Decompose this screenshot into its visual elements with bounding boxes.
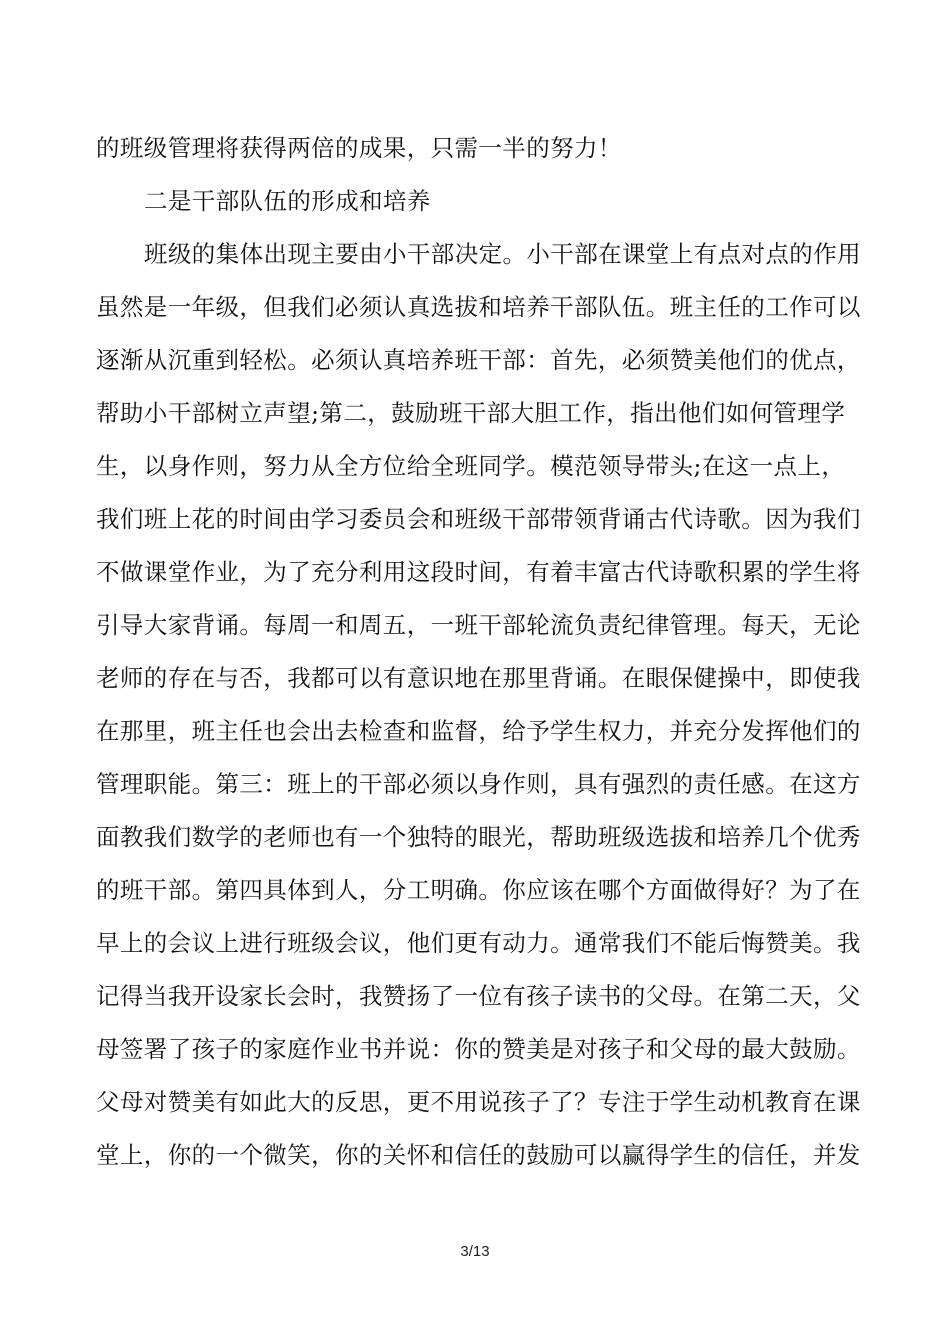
text-line: 的班干部。第四具体到人，分工明确。你应该在哪个方面做得好？为了在 <box>96 876 861 904</box>
text-line: 父母对赞美有如此大的反思，更不用说孩子了？专注于学生动机教育在课 <box>96 1088 861 1116</box>
text-line: 管理职能。第三：班上的干部必须以身作则，具有强烈的责任感。在这方 <box>96 770 861 798</box>
text-line: 虽然是一年级，但我们必须认真选拔和培养干部队伍。班主任的工作可以 <box>96 293 861 321</box>
text-line: 生，以身作则，努力从全方位给全班同学。模范领导带头;在这一点上， <box>96 452 846 480</box>
text-line: 的班级管理将获得两倍的成果，只需一半的努力！ <box>96 134 622 162</box>
paragraph-first-line: 班级的集体出现主要由小干部决定。小干部在课堂上有点对点的作用 <box>144 240 861 268</box>
text-line: 我们班上花的时间由学习委员会和班级干部带领背诵古代诗歌。因为我们 <box>96 505 861 533</box>
text-line: 在那里，班主任也会出去检查和监督，给予学生权力，并充分发挥他们的 <box>96 717 861 745</box>
section-heading: 二是干部队伍的形成和培养 <box>144 187 431 215</box>
text-line: 老师的存在与否，我都可以有意识地在那里背诵。在眼保健操中，即使我 <box>96 664 861 692</box>
text-line: 早上的会议上进行班级会议，他们更有动力。通常我们不能后悔赞美。我 <box>96 929 861 957</box>
text-line: 记得当我开设家长会时，我赞扬了一位有孩子读书的父母。在第二天，父 <box>96 982 861 1010</box>
text-line: 堂上，你的一个微笑，你的关怀和信任的鼓励可以赢得学生的信任，并发 <box>96 1141 861 1169</box>
text-line: 帮助小干部树立声望;第二，鼓励班干部大胆工作，指出他们如何管理学 <box>96 399 846 427</box>
page-number: 3/13 <box>460 1243 490 1260</box>
text-line: 不做课堂作业，为了充分利用这段时间，有着丰富古代诗歌积累的学生将 <box>96 558 861 586</box>
text-line: 逐渐从沉重到轻松。必须认真培养班干部：首先，必须赞美他们的优点， <box>96 346 861 374</box>
text-line: 面教我们数学的老师也有一个独特的眼光，帮助班级选拔和培养几个优秀 <box>96 823 861 851</box>
text-line: 引导大家背诵。每周一和周五，一班干部轮流负责纪律管理。每天，无论 <box>96 611 861 639</box>
text-line: 母签署了孩子的家庭作业书并说：你的赞美是对孩子和父母的最大鼓励。 <box>96 1035 861 1063</box>
